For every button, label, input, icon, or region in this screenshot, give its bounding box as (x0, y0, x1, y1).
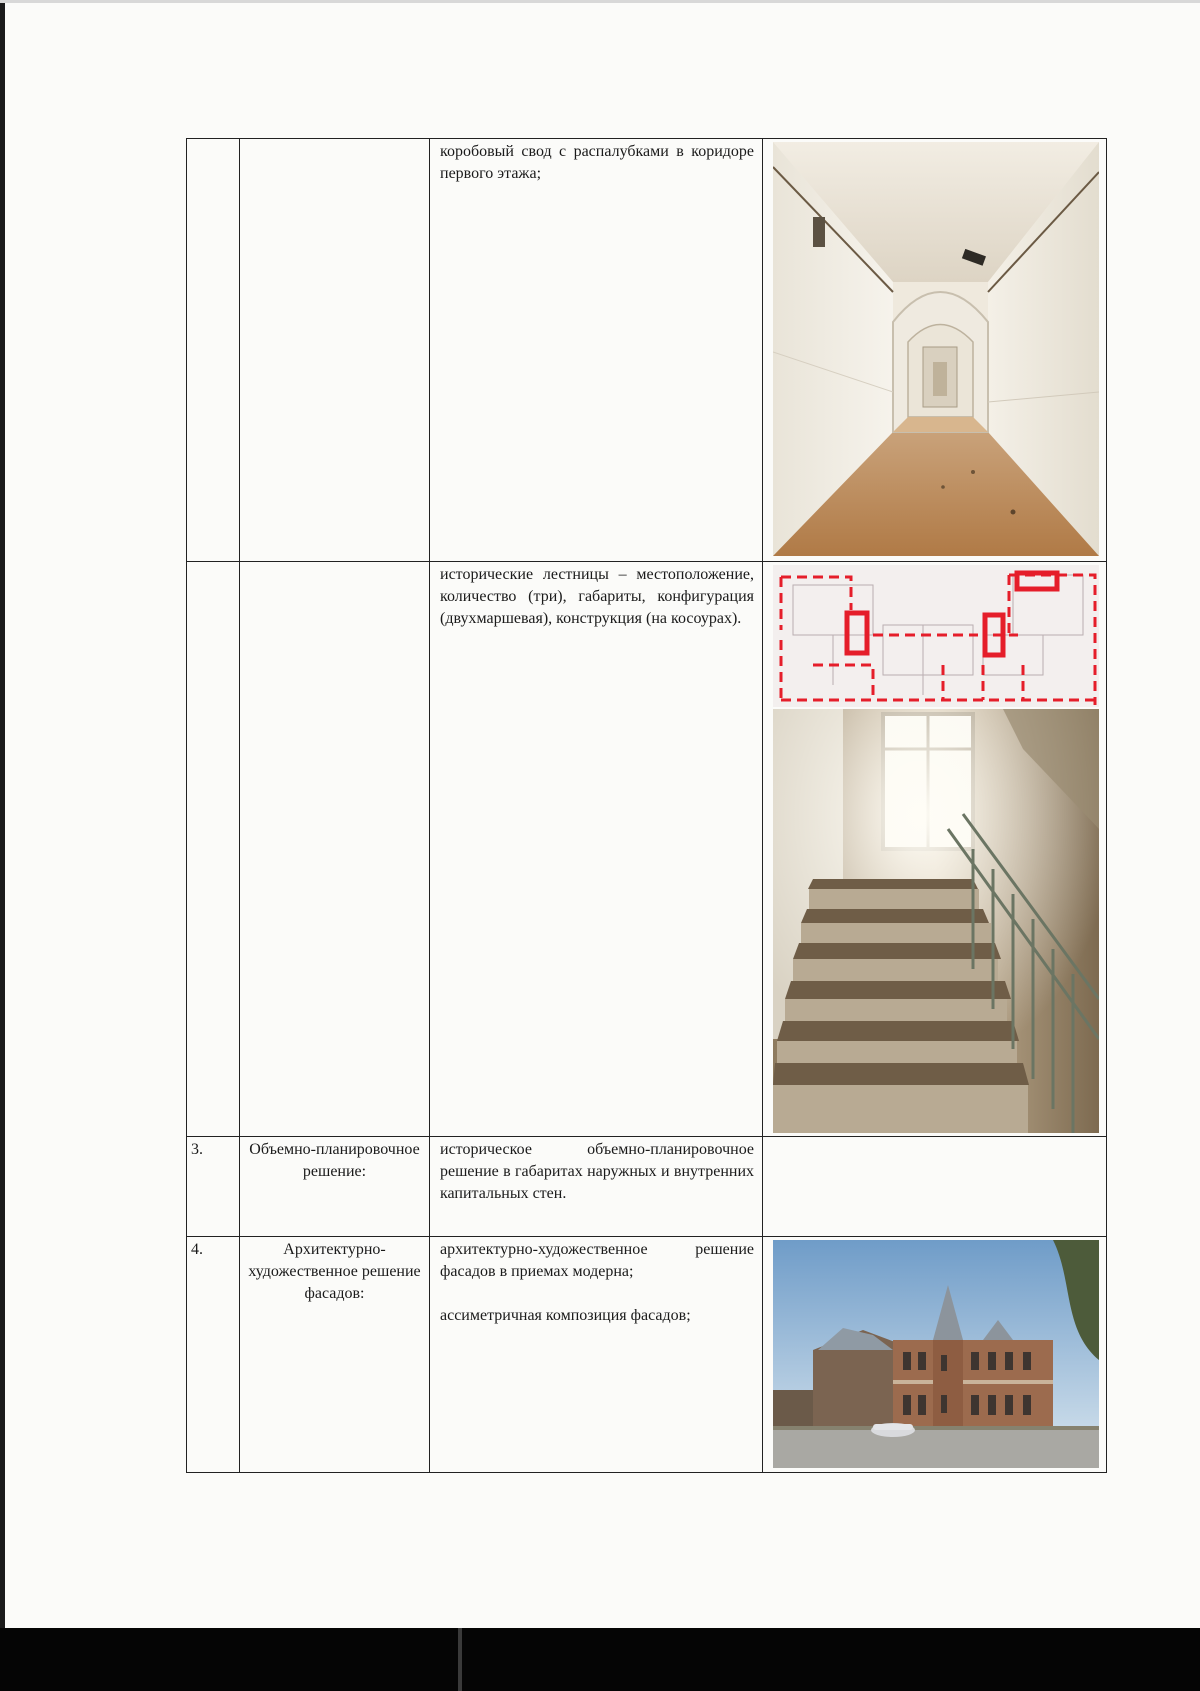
photo-cell (763, 562, 1107, 1137)
photo-cell (763, 139, 1107, 562)
row-description (430, 562, 763, 1137)
table-row (187, 1237, 1107, 1473)
row-name (240, 562, 430, 1137)
row-description (430, 1137, 763, 1237)
row-number: 4. (187, 1237, 240, 1473)
document-table (186, 138, 1107, 1473)
description-item: архитектурно-художественное решение фасадов в приемах модерна; (440, 1241, 754, 1280)
description-item: историческое объемно-планировочное решение в габаритах наружных и внутренних капитальных стен. (440, 1141, 754, 1202)
staircase-photo (773, 709, 1099, 1133)
facade-photo (773, 1240, 1099, 1468)
table-row (187, 562, 1107, 1137)
scan-edge-top (0, 0, 1200, 3)
row-name: Объемно-планировочное решение: (240, 1137, 430, 1237)
row-number (187, 139, 240, 562)
row-description (430, 139, 763, 562)
floor-plan-image (773, 565, 1099, 707)
corridor-photo (773, 142, 1099, 556)
photo-cell-empty (763, 1137, 1107, 1237)
row-number (187, 562, 240, 1137)
table-row (187, 139, 1107, 562)
scan-edge-left (0, 0, 5, 1691)
scan-bottom-bar (0, 1628, 1200, 1691)
table-row (187, 1137, 1107, 1237)
description-item: исторические лестницы – местоположение, количество (три), габариты, конфигурация (двухмаршевая), конструкция (на косоурах). (440, 566, 754, 627)
scan-bottom-gap (458, 1628, 462, 1691)
photo-cell (763, 1237, 1107, 1473)
row-name (240, 139, 430, 562)
row-number: 3. (187, 1137, 240, 1237)
row-description (430, 1237, 763, 1473)
row-name: Архитектурно-художественное решение фасадов: (240, 1237, 430, 1473)
description-item: коробовый свод с распалубками в коридоре первого этажа; (440, 143, 754, 182)
description-item: ассиметричная композиция фасадов; (440, 1307, 691, 1324)
